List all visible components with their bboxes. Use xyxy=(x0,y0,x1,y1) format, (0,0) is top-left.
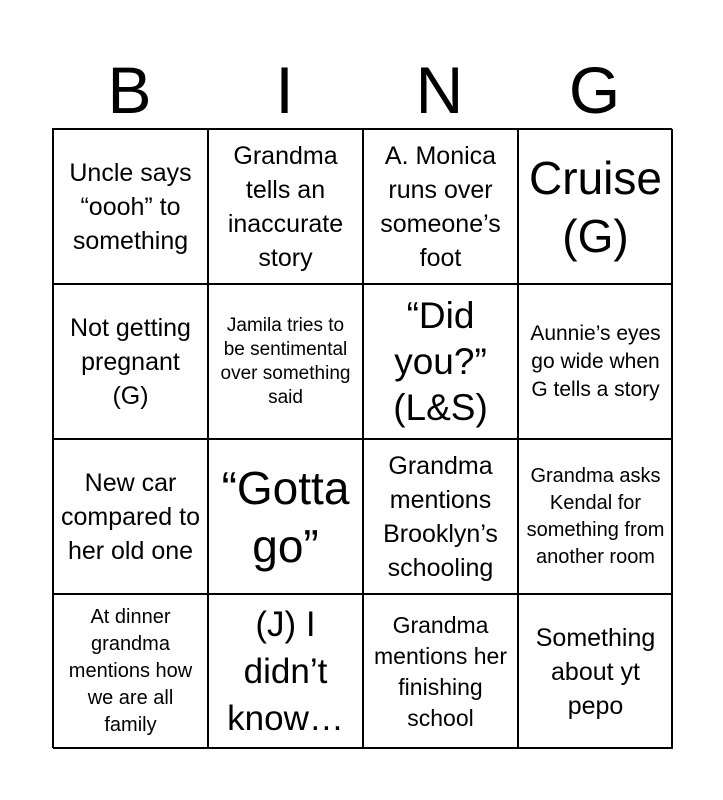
cell-text: Grandma tells an inaccurate story xyxy=(227,141,344,272)
bingo-cell[interactable] xyxy=(53,439,208,594)
cell-text: Aunnie’s eyes go wide when G tells a story xyxy=(530,321,661,401)
bingo-cell[interactable] xyxy=(363,439,518,594)
bingo-cell[interactable] xyxy=(208,594,363,749)
cell-text: At dinner grandma mentions how we are all family xyxy=(68,606,193,736)
bingo-cell[interactable] xyxy=(363,284,518,439)
bingo-header xyxy=(52,52,672,128)
bingo-card xyxy=(52,128,672,748)
bingo-cell[interactable] xyxy=(208,284,363,439)
bingo-cell[interactable] xyxy=(208,129,363,284)
cell-text: Not getting pregnant (G) xyxy=(70,313,191,410)
cell-text: Grandma mentions Brooklyn’s schooling xyxy=(383,451,498,582)
bingo-cell[interactable] xyxy=(53,284,208,439)
cell-text: A. Monica runs over someone’s foot xyxy=(380,141,501,272)
cell-text: Grandma asks Kendal for something from another room xyxy=(526,464,665,568)
cell-text: New car compared to her old one xyxy=(61,468,200,565)
bingo-cell[interactable] xyxy=(518,439,673,594)
cell-text: Grandma mentions her finishing school xyxy=(374,611,507,731)
cell-text: “Did you?” (L&S) xyxy=(393,294,488,428)
cell-text: (J) I didn’t know… xyxy=(227,605,344,738)
header-letter-b: B xyxy=(107,53,152,127)
bingo-cell[interactable] xyxy=(518,129,673,284)
header-letter-g: G xyxy=(568,53,621,127)
bingo-cell[interactable] xyxy=(363,129,518,284)
bingo-cell[interactable] xyxy=(518,594,673,749)
bingo-cell[interactable] xyxy=(208,439,363,594)
cell-text: Jamila tries to be sentimental over something said xyxy=(220,314,351,408)
header-letter-n: N xyxy=(415,53,464,127)
cell-text: Cruise (G) xyxy=(529,151,662,262)
header-letter-i: I xyxy=(275,53,294,127)
bingo-cell[interactable] xyxy=(53,594,208,749)
cell-text: Something about yt pepo xyxy=(535,623,656,720)
bingo-cell[interactable] xyxy=(363,594,518,749)
bingo-cell[interactable] xyxy=(518,284,673,439)
cell-text: “Gotta go” xyxy=(221,461,350,572)
cell-text: Uncle says “oooh” to something xyxy=(69,158,192,255)
bingo-cell[interactable] xyxy=(53,129,208,284)
